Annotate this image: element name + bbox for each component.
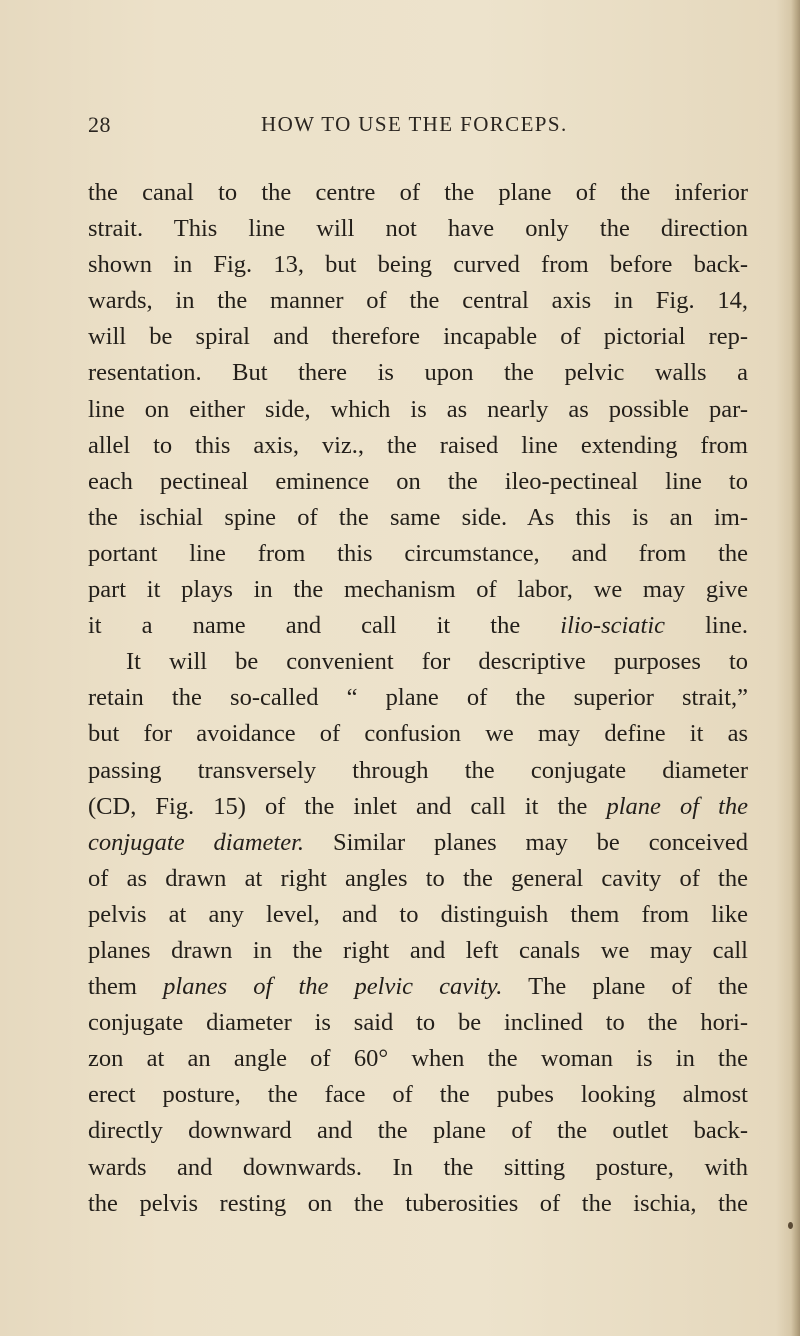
text-segment: each pectineal eminence on the ileo-pectineal line to: [88, 467, 748, 495]
text-segment: the ischial spine of the same side. As this is an im-: [88, 503, 748, 531]
text-segment: directly downward and the plane of the outlet back-: [88, 1117, 748, 1145]
text-line: [88, 1113, 748, 1149]
text-line: [88, 644, 748, 680]
text-segment: wards and downwards. In the sitting posture, with: [88, 1153, 748, 1181]
text-segment: of as drawn at right angles to the general cavity of the: [88, 864, 748, 892]
text-line: [88, 969, 748, 1005]
text-line: [88, 500, 748, 536]
text-line: [88, 789, 748, 825]
text-line: [88, 825, 748, 861]
text-line: [88, 392, 748, 428]
text-line: [88, 283, 748, 319]
text-line: [88, 355, 748, 391]
page-edge-shadow: [791, 0, 800, 1336]
text-line: [88, 680, 748, 716]
text-segment: line on either side, which is as nearly as possible par-: [88, 395, 748, 423]
text-line: [88, 536, 748, 572]
text-segment: retain the so-called “ plane of the superior strait,”: [88, 684, 748, 712]
text-segment: allel to this axis, viz., the raised line extending from: [88, 431, 748, 459]
text-segment: them: [88, 973, 164, 1001]
text-segment: strait. This line will not have only the direction: [88, 215, 748, 243]
italic-term: planes of the pelvic cavity.: [163, 973, 503, 1001]
text-line: [88, 861, 748, 897]
text-segment: line.: [665, 612, 748, 640]
text-segment: portant line from this circumstance, and from the: [88, 539, 748, 567]
text-line: [88, 1041, 748, 1077]
text-segment: Similar planes may be conceived: [304, 828, 748, 856]
text-segment: It will be convenient for descriptive purposes to: [126, 648, 748, 676]
text-line: [88, 319, 748, 355]
page-header: [88, 112, 748, 148]
text-line: [88, 933, 748, 969]
text-line: [88, 464, 748, 500]
text-segment: pelvis at any level, and to distinguish them from like: [88, 900, 748, 928]
text-segment: resentation. But there is upon the pelvic walls a: [88, 359, 748, 387]
text-segment: (CD, Fig. 15) of the inlet and call it the: [88, 792, 607, 820]
text-line: [88, 247, 748, 283]
running-title: HOW TO USE THE FORCEPS.: [261, 112, 568, 136]
text-segment: it a name and call it the: [88, 612, 561, 640]
text-segment: zon at an angle of 60° when the woman is in the: [88, 1045, 748, 1073]
text-segment: wards, in the manner of the central axis in Fig. 14,: [88, 287, 748, 315]
paper-speck: [788, 1222, 793, 1229]
page-number: 28: [88, 112, 111, 137]
italic-term: plane of the: [606, 792, 749, 820]
text-line: [88, 572, 748, 608]
text-line: [88, 753, 748, 789]
text-segment: the canal to the centre of the plane of the inferior: [88, 179, 748, 206]
text-segment: part it plays in the mechanism of labor, we may give: [88, 576, 748, 604]
text-segment: erect posture, the face of the pubes looking almost: [88, 1081, 748, 1109]
text-segment: passing transversely through the conjugate diameter: [88, 756, 748, 784]
italic-term: ilio-sciatic: [560, 612, 666, 640]
text-line: [88, 1005, 748, 1041]
text-segment: shown in Fig. 13, but being curved from before back-: [88, 251, 748, 279]
text-line: [88, 428, 748, 464]
italic-term: conjugate diameter.: [88, 828, 305, 856]
text-line: [88, 608, 748, 644]
text-line: [88, 716, 748, 752]
text-segment: but for avoidance of confusion we may define it as: [88, 720, 748, 748]
body-text: [88, 175, 748, 1222]
text-segment: conjugate diameter is said to be inclined to the hori-: [88, 1009, 748, 1037]
text-line: [88, 897, 748, 933]
text-line: [88, 1150, 748, 1186]
text-segment: The plane of the: [502, 973, 749, 1001]
text-line: [88, 211, 748, 247]
text-line: [88, 175, 748, 211]
text-segment: the pelvis resting on the tuberosities of the ischia, the: [88, 1189, 748, 1217]
text-segment: planes drawn in the right and left canals we may call: [88, 936, 748, 964]
text-line: [88, 1186, 748, 1222]
text-segment: will be spiral and therefore incapable of pictorial rep-: [88, 323, 748, 351]
text-line: [88, 1077, 748, 1113]
